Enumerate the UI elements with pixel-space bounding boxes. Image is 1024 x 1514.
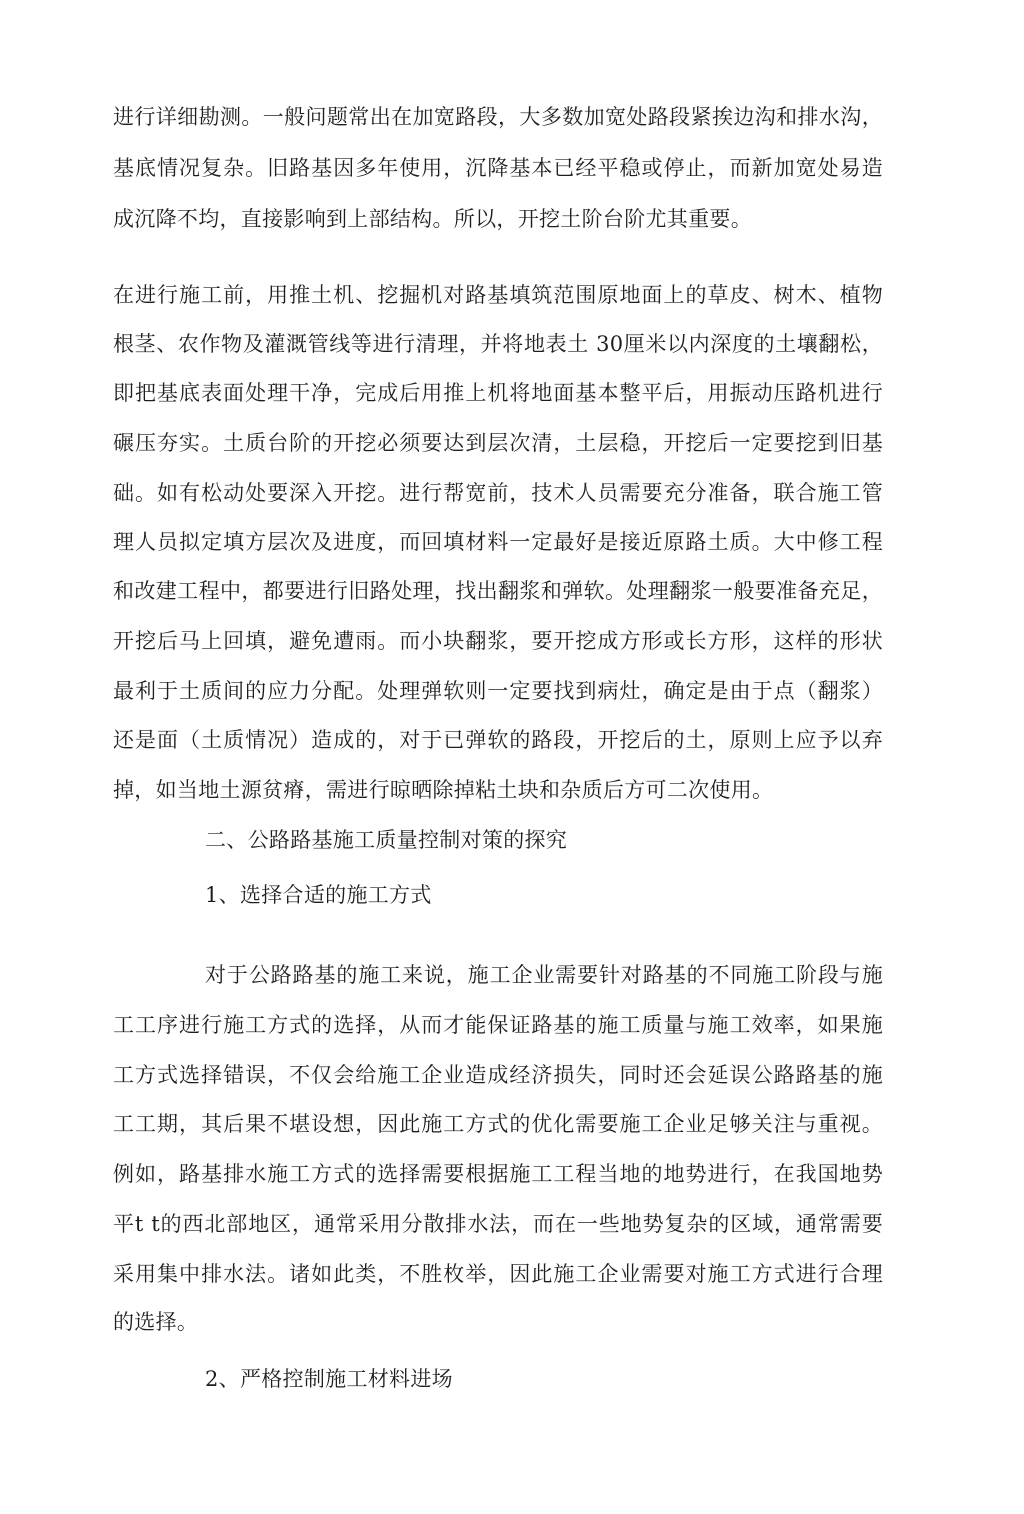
paragraph-2-line-2: 根茎、农作物及灌溉管线等进行清理，并将地表土 30厘米以内深度的土壤翻松， [113, 332, 883, 356]
paragraph-2-line-6: 理人员拟定填方层次及进度，而回填材料一定最好是接近原路土质。大中修工程 [113, 530, 883, 554]
paragraph-3-line-5: 例如，路基排水施工方式的选择需要根据施工工程当地的地势进行，在我国地势 [113, 1162, 883, 1186]
paragraph-3-line-8: 的选择。 [113, 1310, 199, 1334]
paragraph-3-line-2: 工工序进行施工方式的选择，从而才能保证路基的施工质量与施工效率，如果施 [113, 1013, 883, 1037]
paragraph-2-line-8: 开挖后马上回填，避免遭雨。而小块翻浆，要开挖成方形或长方形，这样的形状 [113, 629, 883, 653]
paragraph-2-line-7: 和改建工程中，都要进行旧路处理，找出翻浆和弹软。处理翻浆一般要准备充足， [113, 579, 883, 603]
paragraph-1-line-3: 成沉降不均，直接影响到上部结构。所以，开挖土阶台阶尤其重要。 [113, 207, 752, 231]
subsection-heading-1: 1、选择合适的施工方式 [205, 883, 432, 907]
paragraph-2-line-1: 在进行施工前，用推土机、挖掘机对路基填筑范围原地面上的草皮、树木、植物 [113, 283, 883, 307]
paragraph-2-line-4: 碾压夯实。土质台阶的开挖必须要达到层次清，土层稳，开挖后一定要挖到旧基 [113, 431, 883, 455]
paragraph-3-line-1: 对于公路路基的施工来说，施工企业需要针对路基的不同施工阶段与施 [205, 963, 883, 987]
paragraph-2-line-11: 掉，如当地土源贫瘠，需进行晾晒除掉粘土块和杂质后方可二次使用。 [113, 778, 774, 802]
paragraph-2-line-10: 还是面（土质情况）造成的，对于已弹软的路段，开挖后的土，原则上应予以弃 [113, 728, 883, 752]
paragraph-2-line-5: 础。如有松动处要深入开挖。进行帮宽前，技术人员需要充分准备，联合施工管 [113, 481, 883, 505]
paragraph-1-line-1: 进行详细勘测。一般问题常出在加宽路段，大多数加宽处路段紧挨边沟和排水沟， [113, 105, 883, 129]
section-heading: 二、公路路基施工质量控制对策的探究 [205, 828, 568, 852]
paragraph-3-line-7: 采用集中排水法。诸如此类，不胜枚举，因此施工企业需要对施工方式进行合理 [113, 1262, 883, 1286]
paragraph-3-line-6: 平t t的西北部地区，通常采用分散排水法，而在一些地势复杂的区域，通常需要 [113, 1212, 883, 1236]
subsection-heading-2: 2、严格控制施工材料进场 [205, 1367, 453, 1391]
paragraph-2-line-9: 最利于土质间的应力分配。处理弹软则一定要找到病灶，确定是由于点（翻浆） [113, 679, 883, 703]
paragraph-1-line-2: 基底情况复杂。旧路基因多年使用，沉降基本已经平稳或停止，而新加宽处易造 [113, 156, 883, 180]
paragraph-3-line-4: 工工期，其后果不堪设想，因此施工方式的优化需要施工企业足够关注与重视。 [113, 1112, 883, 1136]
paragraph-2-line-3: 即把基底表面处理干净，完成后用推上机将地面基本整平后，用振动压路机进行 [113, 381, 883, 405]
paragraph-3-line-3: 工方式选择错误，不仅会给施工企业造成经济损失，同时还会延误公路路基的施 [113, 1063, 883, 1087]
